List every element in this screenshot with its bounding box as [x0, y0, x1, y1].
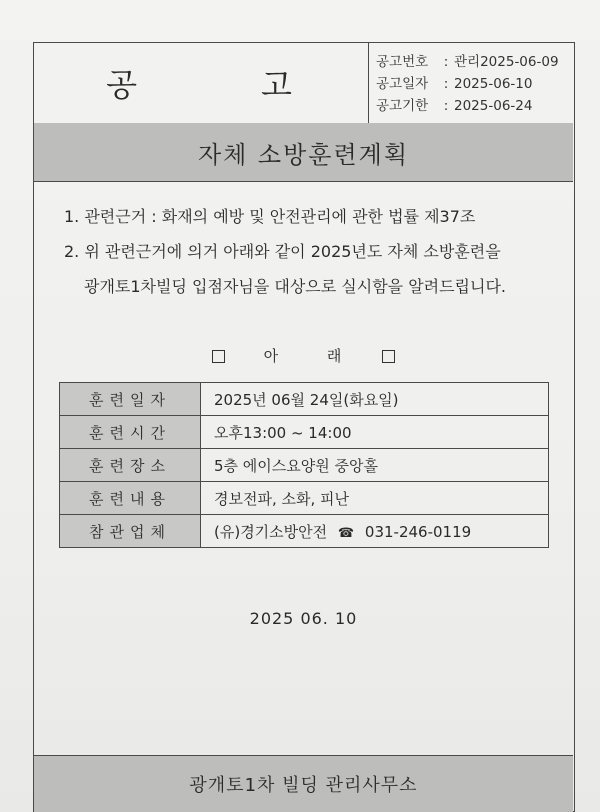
row-value — [201, 515, 549, 548]
row-label: 참관업체 — [60, 515, 201, 548]
row-value: 경보전파, 소화, 피난 — [201, 482, 549, 515]
heading-char-1: 공 — [106, 66, 141, 104]
meta-value: 2025-06-24 — [454, 98, 533, 114]
table-row — [60, 416, 549, 449]
square-bullet-icon — [212, 350, 225, 363]
meta-label: 공고번호 — [376, 54, 429, 70]
meta-separator: : — [443, 76, 449, 92]
phone-icon: ☎ — [337, 525, 355, 541]
body-item-2-line-1: 2. 위 관련근거에 의거 아래와 같이 2025년도 자체 소방훈련을 — [64, 242, 501, 261]
meta-row-deadline — [376, 95, 559, 117]
section-heading-char: 아 — [263, 347, 281, 365]
details-table — [59, 382, 549, 548]
row-value: 2025년 06월 24일(화요일) — [201, 383, 549, 416]
body-item-1: 1. 관련근거 : 화재의 예방 및 안전관리에 관한 법률 제37조 — [64, 207, 476, 226]
row-label: 훈련장소 — [60, 449, 201, 482]
meta-row-date — [376, 73, 559, 95]
row-label: 훈련일자 — [60, 383, 201, 416]
company-phone: 031-246-0119 — [364, 522, 472, 541]
row-label: 훈련시간 — [60, 416, 201, 449]
section-heading — [34, 345, 573, 366]
company-name: (유)경기소방안전 — [214, 522, 328, 541]
document-title: 자체 소방훈련계획 — [34, 123, 573, 182]
meta-label: 공고기한 — [376, 98, 429, 114]
heading-char-2: 고 — [261, 66, 296, 104]
body-item-2-line-2: 광개토1차빌딩 입점자님을 대상으로 실시함을 알려드립니다. — [84, 277, 507, 296]
notice-title-heading — [34, 43, 369, 123]
table-row — [60, 383, 549, 416]
row-value: 5층 에이스요양원 중앙홀 — [201, 449, 549, 482]
table-row — [60, 515, 549, 548]
meta-value: 관리2025-06-09 — [454, 54, 559, 70]
notice-frame — [33, 42, 575, 812]
notice-meta — [376, 51, 559, 117]
section-heading-char: 래 — [326, 347, 344, 365]
row-value: 오후13:00 ~ 14:00 — [201, 416, 549, 449]
issue-date: 2025 06. 10 — [249, 609, 358, 628]
table-row — [60, 449, 549, 482]
table-row — [60, 482, 549, 515]
meta-separator: : — [443, 98, 449, 114]
square-bullet-icon — [382, 350, 395, 363]
meta-value: 2025-06-10 — [454, 76, 533, 92]
row-label: 훈련내용 — [60, 482, 201, 515]
issuer-footer: 광개토1차 빌딩 관리사무소 — [34, 755, 573, 812]
header-row — [34, 43, 573, 124]
meta-separator: : — [443, 54, 449, 70]
meta-label: 공고일자 — [376, 76, 429, 92]
meta-row-number — [376, 51, 559, 73]
